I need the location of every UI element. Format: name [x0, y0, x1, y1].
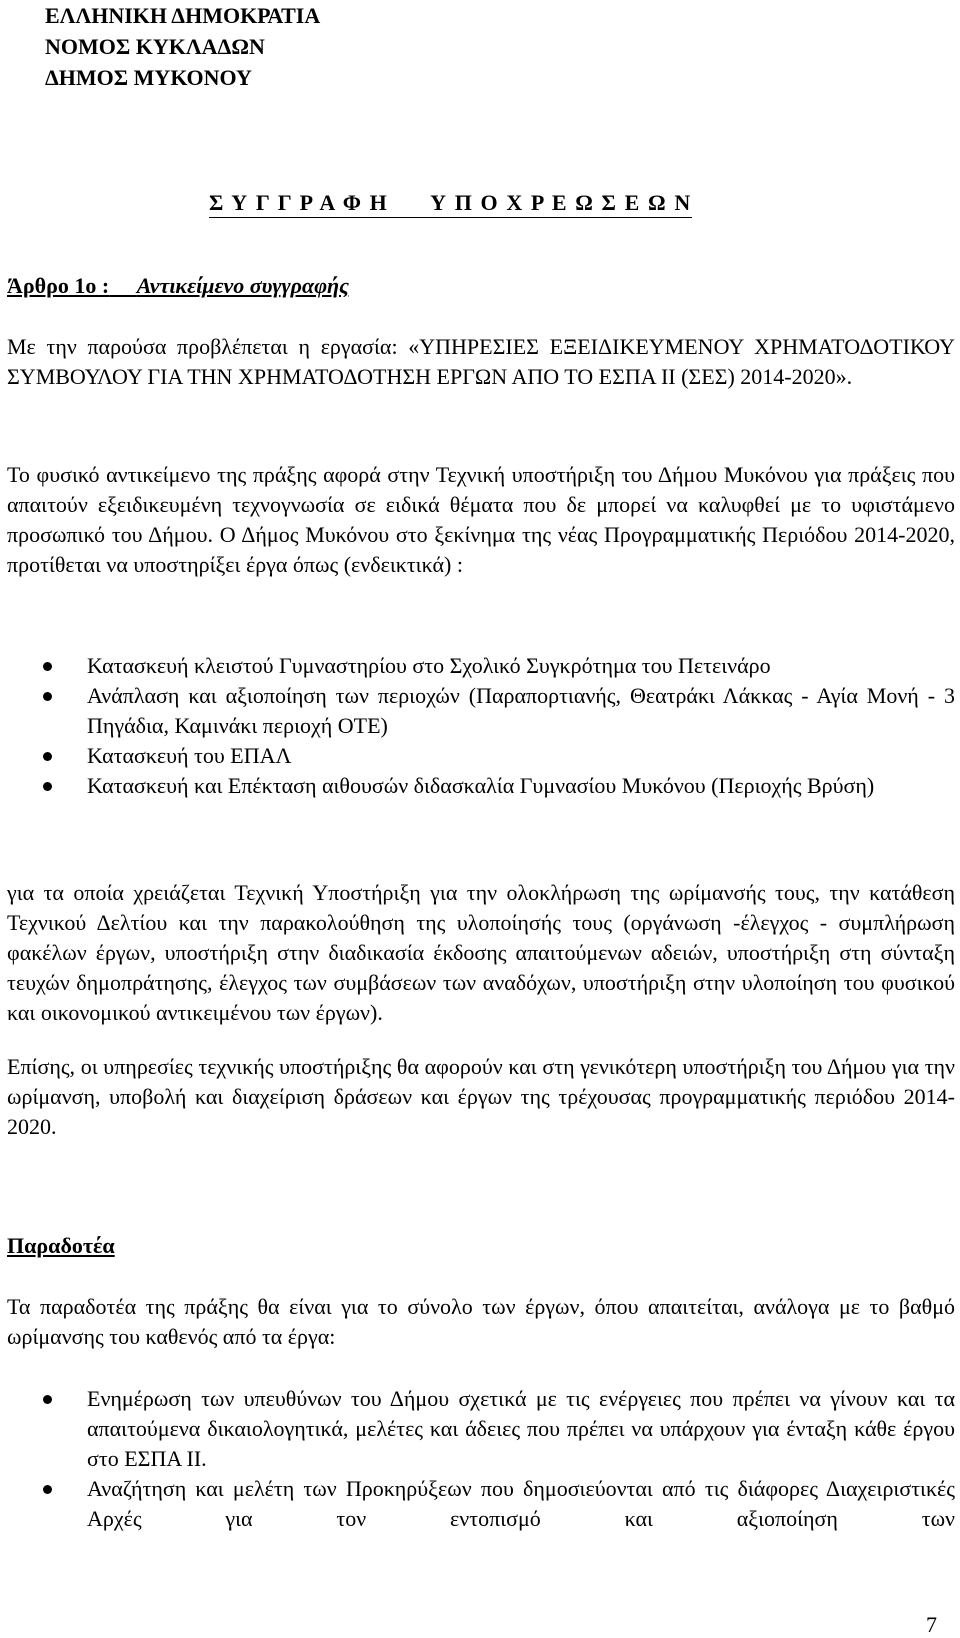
bullet-icon [43, 782, 52, 791]
header-prefecture: ΝΟΜΟΣ ΚΥΚΛΑΔΩΝ [45, 34, 265, 59]
list-item [0, 771, 955, 801]
header-municipality: ΔΗΜΟΣ ΜΥΚΟΝΟΥ [45, 65, 252, 90]
projects-list [0, 651, 955, 801]
list-item [0, 1384, 955, 1474]
list-item [0, 651, 955, 681]
page-number: 7 [926, 1612, 937, 1637]
article-subject: Αντικείμενο συγγραφής [136, 273, 349, 298]
article-heading [7, 273, 349, 299]
list-item-text: Κατασκευή και Επέκταση αιθουσών διδασκαλία Γυμνασίου Μυκόνου (Περιοχής Βρύση) [87, 773, 875, 798]
header-country: ΕΛΛΗΝΙΚΗ ΔΗΜΟΚΡΑΤΙΑ [45, 3, 321, 28]
bullet-icon [43, 1485, 52, 1494]
article-label: Άρθρο 1ο : [7, 273, 110, 298]
paragraph-support: για τα οποία χρειάζεται Τεχνική Υποστήριξη για την ολοκλήρωση της ωρίμανσής τους, την κατάθεση Τεχνικού Δελτίου και την παρακολούθηση της υλοποίησής τους (οργάνωση -έλεγχος - συμπλήρωση φακέλων έργων, υποστήριξη στην διαδικασία έκδοσης απαιτούμενων αδειών, υποστήριξη στη σύνταξη τευχών δημοπράτησης, έλεγχος των συμβάσεων των αναδόχων, υποστήριξη στην υλοποίηση του φυσικού και οικονομικού αντικειμένου των έργων). [7, 880, 955, 1025]
paragraph-deliverables: Τα παραδοτέα της πράξης θα είναι για το σύνολο των έργων, όπου απαιτείται, ανάλογα με το βαθμό ωρίμανσης του καθενός από τα έργα: [7, 1294, 955, 1349]
bullet-icon [43, 692, 52, 701]
bullet-icon [43, 752, 52, 761]
list-item [0, 1474, 955, 1534]
list-item [0, 741, 955, 771]
list-item-text: Ανάπλαση και αξιοποίηση των περιοχών (Παραπορτιανής, Θεατράκι Λάκκας - Αγία Μονή - 3 Πηγάδια, Καμινάκι περιοχή ΟΤΕ) [87, 683, 955, 738]
list-item-text: Κατασκευή του ΕΠΑΛ [87, 743, 292, 768]
paragraph-scope: Με την παρούσα προβλέπεται η εργασία: «ΥΠΗΡΕΣΙΕΣ ΕΞΕΙΔΙΚΕΥΜΕΝΟΥ ΧΡΗΜΑΤΟΔΟΤΙΚΟΥ ΣΥΜΒΟΥΛΟΥ ΓΙΑ ΤΗΝ ΧΡΗΜΑΤΟΔΟΤΗΣΗ ΕΡΓΩΝ ΑΠΟ ΤΟ ΕΣΠΑ ΙΙ (ΣΕΣ) 2014-2020». [7, 334, 955, 389]
paragraph-additional: Επίσης, οι υπηρεσίες τεχνικής υποστήριξης θα αφορούν και στη γενικότερη υποστήριξη του Δήμου για την ωρίμανση, υποβολή και διαχείριση δράσεων και έργων της τρέχουσας προγραμματικής περιόδου 2014-2020. [7, 1054, 955, 1139]
authority-header [45, 0, 320, 93]
deliverables-list [0, 1384, 955, 1534]
list-item [0, 681, 955, 741]
bullet-icon [43, 662, 52, 671]
document-title: Σ Υ Γ Γ Ρ Α Φ Η Υ Π Ο Χ Ρ Ε Ω Σ Ε Ω Ν [209, 190, 692, 218]
list-item-text: Κατασκευή κλειστού Γυμναστηρίου στο Σχολικό Συγκρότημα του Πετεινάρο [87, 653, 771, 678]
list-item-text: Αναζήτηση και μελέτη των Προκηρύξεων που δημοσιεύονται από τις διάφορες Διαχειριστικές Αρχές για τον εντοπισμό και αξιοποίηση των [87, 1476, 955, 1531]
bullet-icon [43, 1395, 52, 1404]
deliverables-heading: Παραδοτέα [7, 1233, 115, 1258]
paragraph-object: Το φυσικό αντικείμενο της πράξης αφορά στην Τεχνική υποστήριξη του Δήμου Μυκόνου για πράξεις που απαιτούν εξειδικευμένη τεχνογνωσία σε ειδικά θέματα που δε μπορεί να καλυφθεί με το υφιστάμενο προσωπικό του Δήμου. Ο Δήμος Μυκόνου στο ξεκίνημα της νέας Προγραμματικής Περιόδου 2014-2020, προτίθεται να υποστηρίξει έργα όπως (ενδεικτικά) : [7, 462, 955, 577]
list-item-text: Ενημέρωση των υπευθύνων του Δήμου σχετικά με τις ενέργειες που πρέπει να γίνουν και τα απαιτούμενα δικαιολογητικά, μελέτες και άδειες που πρέπει να υπάρχουν για ένταξη κάθε έργου στο ΕΣΠΑ ΙΙ. [87, 1386, 955, 1471]
